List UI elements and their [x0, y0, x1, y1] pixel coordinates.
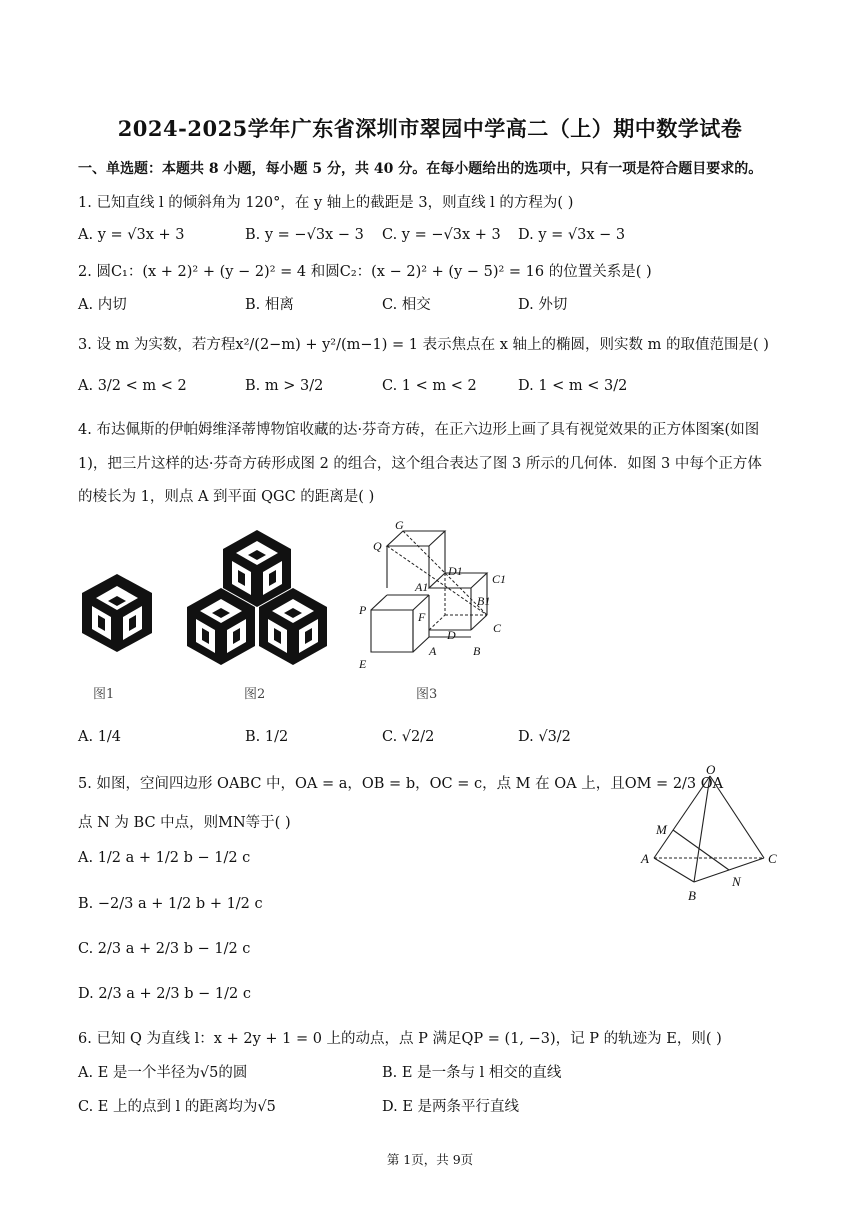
q3-option-d: D. 1 < m < 3/2 — [518, 378, 628, 394]
q1-option-d: D. y = √3x − 3 — [518, 227, 626, 243]
q5-option-c: C. 2/3 a + 2/3 b − 1/2 c — [78, 941, 251, 957]
question-5-tetrahedron-figure — [636, 762, 786, 907]
question-4-line-2: 1)，把三片这样的达·芬奇方砖形成图 2 的组合，这个组合表达了图 3 所示的几何体．如图 3 中每个正方体 — [78, 456, 762, 472]
fig3-label-d: D — [447, 628, 456, 642]
section-heading: 一、单选题：本题共 8 小题，每小题 5 分，共 40 分。在每小题给出的选项中，只有一项是符合题目要求的。 — [78, 161, 763, 177]
q5-option-b: B. −2/3 a + 1/2 b + 1/2 c — [78, 896, 263, 912]
question-6-stem: 6. 已知 Q 为直线 l：x + 2y + 1 = 0 上的动点，点 P 满足QP = (1, −3)，记 P 的轨迹为 E，则( ) — [78, 1031, 722, 1047]
question-4-line-3: 的棱长为 1，则点 A 到平面 QGC 的距离是( ) — [78, 489, 375, 505]
question-2-stem: 2. 圆C₁：(x + 2)² + (y − 2)² = 4 和圆C₂：(x − 2)² + (y − 5)² = 16 的位置关系是( ) — [78, 264, 652, 280]
q6-option-a: A. E 是一个半径为√5的圆 — [78, 1065, 248, 1081]
figure-3-caption: 图3 — [416, 687, 438, 702]
fig3-label-d1: D1 — [448, 564, 463, 578]
fig3-label-q: Q — [373, 539, 382, 553]
fig3-label-f: F — [418, 610, 426, 624]
q5-label-o: O — [706, 762, 716, 777]
q5-label-m: M — [656, 822, 667, 837]
fig3-label-p: P — [359, 603, 367, 617]
q6-option-b: B. E 是一条与 l 相交的直线 — [382, 1065, 562, 1081]
figure-2-tile-combination — [183, 528, 331, 668]
fig3-label-b: B — [473, 644, 481, 658]
question-1-stem: 1. 已知直线 l 的倾斜角为 120°，在 y 轴上的截距是 3，则直线 l 的方程为( ) — [78, 195, 574, 211]
q2-option-a: A. 内切 — [78, 297, 127, 313]
question-5-line-2: 点 N 为 BC 中点，则MN等于( ) — [78, 815, 291, 831]
q1-option-a: A. y = √3x + 3 — [78, 227, 185, 243]
q2-option-c: C. 相交 — [382, 297, 431, 313]
fig3-label-g: G — [395, 518, 404, 532]
figure-1-cube-tile — [80, 572, 154, 654]
q4-option-b: B. 1/2 — [245, 729, 289, 745]
question-3-stem: 3. 设 m 为实数，若方程x²/(2−m) + y²/(m−1) = 1 表示焦点在 x 轴上的椭圆，则实数 m 的取值范围是( ) — [78, 337, 769, 353]
q2-option-b: B. 相离 — [245, 297, 294, 313]
figure-3-cube-solid — [355, 515, 525, 675]
q4-option-d: D. √3/2 — [518, 729, 571, 745]
q5-label-c: C — [768, 851, 777, 866]
q3-option-c: C. 1 < m < 2 — [382, 378, 477, 394]
q4-option-c: C. √2/2 — [382, 729, 435, 745]
q2-option-d: D. 外切 — [518, 297, 568, 313]
q1-option-c: C. y = −√3x + 3 — [382, 227, 501, 243]
figure-1-caption: 图1 — [93, 687, 115, 702]
page-title: 2024-2025学年广东省深圳市翠园中学高二（上）期中数学试卷 — [117, 116, 743, 141]
page-footer: 第 1页，共 9页 — [386, 1152, 474, 1167]
q4-option-a: A. 1/4 — [78, 729, 122, 745]
q6-option-d: D. E 是两条平行直线 — [382, 1099, 520, 1115]
q1-option-b: B. y = −√3x − 3 — [245, 227, 364, 243]
question-4-line-1: 4. 布达佩斯的伊帕姆维泽蒂博物馆收藏的达·芬奇方砖，在正六边形上画了具有视觉效果的正方体图案(如图 — [78, 422, 760, 438]
fig3-label-b1: B1 — [477, 594, 491, 608]
question-5-line-1: 5. 如图，空间四边形 OABC 中，OA = a，OB = b，OC = c，点 M 在 OA 上，且OM = 2/3 OA — [78, 776, 724, 792]
q3-option-b: B. m > 3/2 — [245, 378, 324, 394]
q5-label-n: N — [732, 874, 741, 889]
q5-option-a: A. 1/2 a + 1/2 b − 1/2 c — [78, 850, 251, 866]
fig3-label-c1: C1 — [492, 572, 507, 586]
q6-option-c: C. E 上的点到 l 的距离均为√5 — [78, 1099, 276, 1115]
fig3-label-e: E — [359, 657, 367, 671]
q5-label-b: B — [688, 888, 696, 903]
fig3-label-a: A — [429, 644, 437, 658]
fig3-label-a1: A1 — [415, 580, 429, 594]
q5-label-a: A — [641, 851, 649, 866]
q5-option-d: D. 2/3 a + 2/3 b − 1/2 c — [78, 986, 251, 1002]
figure-2-caption: 图2 — [244, 687, 266, 702]
q3-option-a: A. 3/2 < m < 2 — [78, 378, 187, 394]
fig3-label-c: C — [493, 621, 502, 635]
